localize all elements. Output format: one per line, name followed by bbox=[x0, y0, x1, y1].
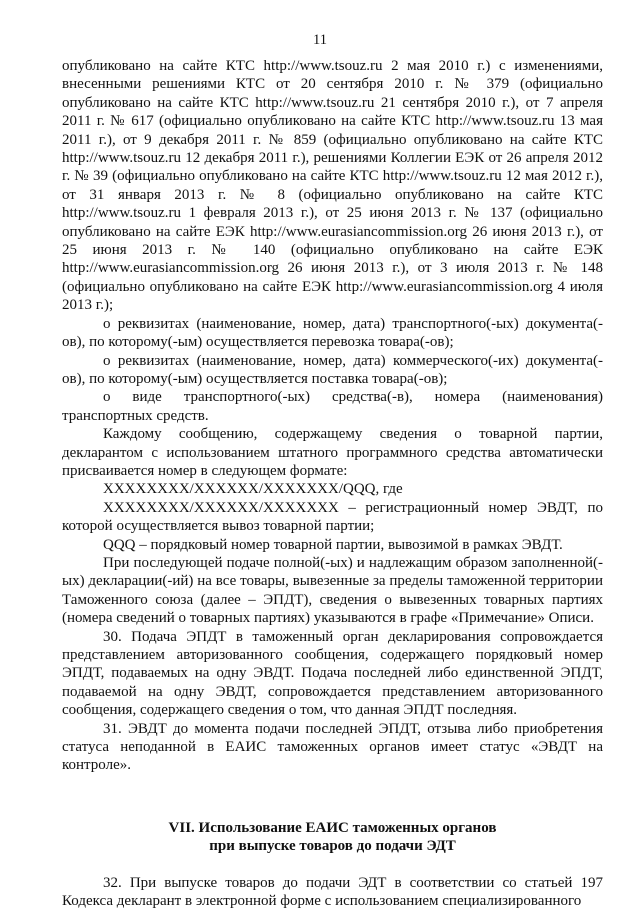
paragraph-transport-docs: о реквизитах (наименование, номер, дата) транспортного(-ых) документа(-ов), по которому(-ым) осуществляется перевозка товара(-ов); bbox=[62, 315, 603, 351]
paragraph-continuation: опубликовано на сайте КТС http://www.tsouz.ru 2 мая 2010 г.) с изменениями, внесенными решениями КТС от 20 сентября 2010 г. № 379 (официально опубликовано на сайте КТС http://www.tsouz.ru 21 сентября 2010 г.), от 7 апреля 2011 г. № 617 (официально опубликовано на сайте КТС http://www.tsouz.ru 13 мая 2011 г.), от 9 декабря 2011 г. № 859 (официально опубликовано на сайте КТС http://www.tsouz.ru 12 декабря 2011 г.), решениями Коллегии ЕЭК от 26 апреля 2012 г. № 39 (официально опубликовано на сайте КТС http://www.tsouz.ru 12 мая 2012 г.), от 31 января 2013 г. № 8 (официально опубликовано на сайте КТС http://www.tsouz.ru 1 февраля 2013 г.), от 25 июня 2013 г. № 137 (официально опубликовано на сайте ЕЭК http://www.eurasiancommission.org 26 июня 2013 г.), от 25 июня 2013 г. № 140 (официально опубликовано на сайте ЕЭК http://www.eurasiancommission.org 26 июня 2013 г.), от 3 июля 2013 г. № 148 (официально опубликовано на сайте ЕЭК http://www.eurasiancommission.org 4 июля 2013 г.); bbox=[62, 58, 603, 314]
document-body bbox=[62, 57, 603, 910]
paragraph-30: 30. Подача ЭПДТ в таможенный орган декларирования сопровождается представлением авторизованного сообщения, содержащего порядковый номер ЭПДТ, подаваемых на одну ЭВДТ. Подача последней либо единственной ЭПДТ, подаваемой на одну ЭВДТ, сопровождается представлением авторизованного сообщения, содержащего сведения о том, что данная ЭПДТ последняя. bbox=[62, 628, 603, 719]
paragraph-numbering: Каждому сообщению, содержащему сведения о товарной партии, декларантом с использованием штатного программного средства автоматически присваивается номер в следующем формате: bbox=[62, 426, 603, 479]
paragraph-commercial-docs: о реквизитах (наименование, номер, дата) коммерческого(-их) документа(-ов), по которому(-ым) осуществляется поставка товара(-ов); bbox=[62, 352, 603, 387]
paragraph-31: 31. ЭВДТ до момента подачи последней ЭПДТ, отзыва либо приобретения статуса неподанной в ЕАИС таможенных органов имеет статус «ЭВДТ на контроле». bbox=[62, 720, 603, 774]
paragraph-32: 32. При выпуске товаров до подачи ЭДТ в соответствии со статьей 197 Кодекса декларант в электронной форме с использованием специализированного bbox=[62, 874, 603, 910]
paragraph-vehicles: о виде транспортного(-ых) средства(-в), номера (наименования) транспортных средств. bbox=[62, 389, 603, 424]
paragraph-subsequent-submission: При последующей подаче полной(-ых) и надлежащим образом заполненной(-ых) декларации(-ий) на все товары, вывезенные за пределы таможенной территории Таможенного союза (далее – ЭПДТ), сведения о вывезенных товарных партиях (номера сведений о товарных партиях) указываются в графе «Примечание» Описи. bbox=[62, 554, 603, 627]
paragraph-format: XXXXXXXX/XXXXXX/XXXXXXX/QQQ, где bbox=[103, 481, 403, 498]
section-heading-line-2: при выпуске товаров до подачи ЭДТ bbox=[209, 838, 456, 855]
section-heading-line-1: VII. Использование ЕАИС таможенных органов bbox=[168, 819, 497, 836]
paragraph-format-reg-number: XXXXXXXX/XXXXXX/XXXXXXX – регистрационный номер ЭВДТ, по которой осуществляется вывоз товарной партии; bbox=[62, 499, 603, 535]
page-number: 11 bbox=[313, 32, 327, 48]
paragraph-format-qqq: QQQ – порядковый номер товарной партии, вывозимой в рамках ЭВДТ. bbox=[103, 536, 563, 553]
